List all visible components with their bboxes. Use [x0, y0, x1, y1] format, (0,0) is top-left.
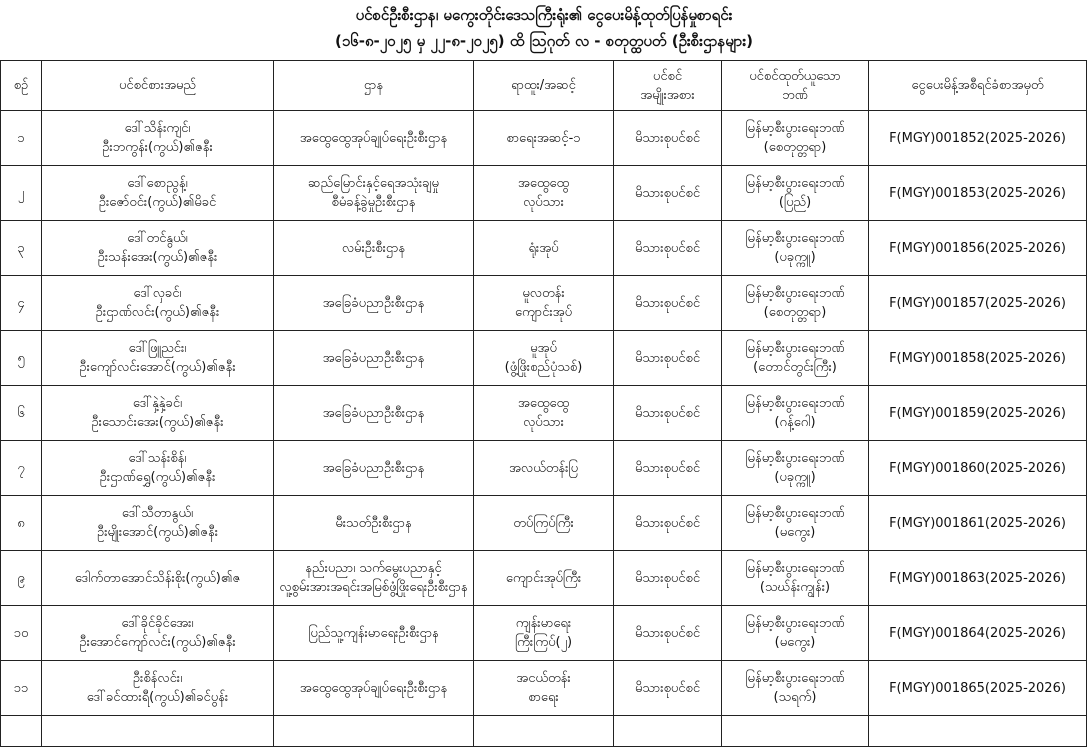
cell-bank: မြန်မာ့စီးပွားရေးဘဏ် (မကွေး): [722, 606, 869, 661]
cell-pensioner-name: ဒေါ်စောညွန့်၊ ဦးဇော်ဝင်း(ကွယ်)၏မိခင်: [42, 166, 274, 221]
cell-order-number: F(MGY)001864(2025-2026): [869, 606, 1087, 661]
table-row: [1, 551, 1087, 606]
cell-department: အခြေခံပညာဦးစီးဌာန: [274, 441, 474, 496]
table-header-row: [1, 61, 1087, 111]
cell-bank: မြန်မာ့စီးပွားရေးဘဏ် (စေတုတ္တရာ): [722, 111, 869, 166]
table-row: [1, 606, 1087, 661]
cell-order-number: F(MGY)001857(2025-2026): [869, 276, 1087, 331]
cell-serial: ၆: [1, 386, 42, 441]
cell-department: အခြေခံပညာဦးစီးဌာန: [274, 276, 474, 331]
cell-pensioner-name: ဒေါ်သန်းစိန်၊ ဦးဌာဏ်ရွှေ(ကွယ်)၏ဇနီး: [42, 441, 274, 496]
cell-pensioner-name: ဒေါ်သိန်းကျင်၊ ဦးဘကွန်း(ကွယ်)၏ဇနီး: [42, 111, 274, 166]
cell-pensioner-name: ဒေါက်တာအောင်သိန်းစိုး(ကွယ်)၏ဇ: [42, 551, 274, 606]
cell-rank: အငယ်တန်း စာရေး: [474, 661, 614, 716]
cell-pension-type: မိသားစုပင်စင်: [614, 386, 722, 441]
cell-pensioner-name: ဒေါ်တင်နွယ်၊ ဦးသန်းအေး(ကွယ်)၏ဇနီး: [42, 221, 274, 276]
cell-serial: ၃: [1, 221, 42, 276]
cell-order-number: F(MGY)001859(2025-2026): [869, 386, 1087, 441]
cell-rank: ရုံးအုပ်: [474, 221, 614, 276]
cell-rank: မူအုပ် (ဖွံ့ဖြိုးစည်ပုံသစ်): [474, 331, 614, 386]
cell-serial: ၅: [1, 331, 42, 386]
cell-pension-type: မိသားစုပင်စင်: [614, 661, 722, 716]
cell-pension-type: မိသားစုပင်စင်: [614, 276, 722, 331]
cell-serial: ၄: [1, 276, 42, 331]
cell-rank: ကျောင်းအုပ်ကြီး: [474, 551, 614, 606]
document-title: ပင်စင်ဦးစီးဌာန၊ မကွေးတိုင်းဒေသကြီးရုံး၏ ငွေပေးမိန့်ထုတ်ပြန်မှုစာရင်း: [355, 6, 733, 24]
cell-bank: မြန်မာ့စီးပွားရေးဘဏ် (ဂန့်ဂေါ): [722, 386, 869, 441]
cell-serial: ၁၀: [1, 606, 42, 661]
table-row: [1, 221, 1087, 276]
table-row: [1, 496, 1087, 551]
header-serial: စဉ်: [1, 61, 42, 111]
table-row: [1, 661, 1087, 716]
cell-pensioner-name: ဒေါ်နှဲ့နှဲ့ခင်၊ ဦးသောင်းအေး(ကွယ်)၏ဇနီး: [42, 386, 274, 441]
cell-rank: အလယ်တန်းပြ: [474, 441, 614, 496]
table-row: [1, 166, 1087, 221]
cell-rank: အထွေထွေ လုပ်သား: [474, 166, 614, 221]
cell-department: အခြေခံပညာဦးစီးဌာန: [274, 331, 474, 386]
cell-bank: မြန်မာ့စီးပွားရေးဘဏ် (ပခုက္ကူ): [722, 441, 869, 496]
document-title-block: [0, 0, 1088, 62]
cell-serial: ၁: [1, 111, 42, 166]
table-row: [1, 111, 1087, 166]
table-row: [1, 386, 1087, 441]
cell-pensioner-name: ဒေါ်သီတာနွယ်၊ ဦးမျိုးအောင်(ကွယ်)၏ဇနီး: [42, 496, 274, 551]
cell-rank: တပ်ကြပ်ကြီး: [474, 496, 614, 551]
cell-bank: မြန်မာ့စီးပွားရေးဘဏ် (စေတုတ္တရာ): [722, 276, 869, 331]
table-row: [1, 276, 1087, 331]
cell-rank: ကျန်းမာရေး ကြီးကြပ်(၂): [474, 606, 614, 661]
cell-department: အထွေထွေအုပ်ချုပ်ရေးဦးစီးဌာန: [274, 661, 474, 716]
cell-department: ပြည်သူ့ကျန်းမာရေးဦးစီးဌာန: [274, 606, 474, 661]
cell-department: [274, 716, 474, 747]
cell-bank: မြန်မာ့စီးပွားရေးဘဏ် (တောင်တွင်းကြီး): [722, 331, 869, 386]
cell-order-number: F(MGY)001852(2025-2026): [869, 111, 1087, 166]
cell-pension-type: မိသားစုပင်စင်: [614, 606, 722, 661]
cell-serial: ၁၁: [1, 661, 42, 716]
cell-pension-type: မိသားစုပင်စင်: [614, 551, 722, 606]
cell-order-number: F(MGY)001858(2025-2026): [869, 331, 1087, 386]
header-bank: ပင်စင်ထုတ်ယူသော ဘဏ်: [722, 61, 869, 111]
cell-order-number: [869, 716, 1087, 747]
cell-order-number: F(MGY)001863(2025-2026): [869, 551, 1087, 606]
cell-order-number: F(MGY)001853(2025-2026): [869, 166, 1087, 221]
cell-order-number: F(MGY)001860(2025-2026): [869, 441, 1087, 496]
table-row-partial: [1, 716, 1087, 747]
header-department: ဌာန: [274, 61, 474, 111]
cell-order-number: F(MGY)001856(2025-2026): [869, 221, 1087, 276]
cell-pensioner-name: ဒေါ်လှခင်၊ ဦးဌာဏ်လင်း(ကွယ်)၏ဇနီး: [42, 276, 274, 331]
cell-serial: ၂: [1, 166, 42, 221]
cell-pensioner-name: ဒေါ်ခိုင်ခိုင်အေး၊ ဦးအောင်ကျော်လင်း(ကွယ်)၏ဇနီး: [42, 606, 274, 661]
header-pension-type: ပင်စင် အမျိုးအစား: [614, 61, 722, 111]
cell-pension-type: [614, 716, 722, 747]
cell-bank: မြန်မာ့စီးပွားရေးဘဏ် (မကွေး): [722, 496, 869, 551]
table-body: [1, 111, 1087, 747]
document-subtitle: (၁၆-၈-၂၀၂၅ မှ ၂၂-၈-၂၀၂၅) ထိ ဩဂုတ် လ - စတုတ္ထပတ် (ဦးစီးဌာနများ): [335, 32, 753, 50]
cell-pension-type: မိသားစုပင်စင်: [614, 331, 722, 386]
cell-order-number: F(MGY)001865(2025-2026): [869, 661, 1087, 716]
cell-pension-type: မိသားစုပင်စင်: [614, 221, 722, 276]
cell-pension-type: မိသားစုပင်စင်: [614, 166, 722, 221]
header-pensioner-name: ပင်စင်စားအမည်: [42, 61, 274, 111]
table-row: [1, 331, 1087, 386]
cell-bank: [722, 716, 869, 747]
header-order-number: ငွေပေးမိန့်အစီရင်ခံစာအမှတ်: [869, 61, 1087, 111]
cell-bank: မြန်မာ့စီးပွားရေးဘဏ် (သဃ်န်းကျွန်း): [722, 551, 869, 606]
cell-serial: ၉: [1, 551, 42, 606]
cell-pensioner-name: ဒေါ်ဖြူညင်း၊ ဦးကျော်လင်းအောင်(ကွယ်)၏ဇနီး: [42, 331, 274, 386]
cell-department: အခြေခံပညာဦးစီးဌာန: [274, 386, 474, 441]
cell-order-number: F(MGY)001861(2025-2026): [869, 496, 1087, 551]
cell-pension-type: မိသားစုပင်စင်: [614, 441, 722, 496]
cell-bank: မြန်မာ့စီးပွားရေးဘဏ် (ပြည်): [722, 166, 869, 221]
cell-rank: စာရေးအဆင့်-၁: [474, 111, 614, 166]
cell-department: နည်းပညာ၊ သက်မွေးပညာနှင့် လူ့စွမ်းအားအရင်းအမြစ်ဖွံ့ဖြိုးရေးဦးစီးဌာန: [274, 551, 474, 606]
cell-rank: အထွေထွေ လုပ်သား: [474, 386, 614, 441]
cell-department: ဆည်မြောင်းနှင့်ရေအသုံးချမှု စီမံခန့်ခွဲမှုဦးစီးဌာန: [274, 166, 474, 221]
header-rank: ရာထူး/အဆင့်: [474, 61, 614, 111]
cell-serial: ၇: [1, 441, 42, 496]
cell-bank: မြန်မာ့စီးပွားရေးဘဏ် (သရက်): [722, 661, 869, 716]
cell-rank: မူလတန်း ကျောင်းအုပ်: [474, 276, 614, 331]
cell-serial: ၈: [1, 496, 42, 551]
cell-serial: [1, 716, 42, 747]
pension-order-table: [0, 60, 1087, 747]
cell-department: လမ်းဦးစီးဌာန: [274, 221, 474, 276]
cell-pension-type: မိသားစုပင်စင်: [614, 496, 722, 551]
cell-bank: မြန်မာ့စီးပွားရေးဘဏ် (ပခုက္ကူ): [722, 221, 869, 276]
cell-pension-type: မိသားစုပင်စင်: [614, 111, 722, 166]
cell-pensioner-name: ဦးစိန်လင်း၊ ဒေါ်ခင်ထားရီ(ကွယ်)၏ခင်ပွန်း: [42, 661, 274, 716]
table-row: [1, 441, 1087, 496]
cell-department: မီးသတ်ဦးစီးဌာန: [274, 496, 474, 551]
cell-pensioner-name: [42, 716, 274, 747]
cell-department: အထွေထွေအုပ်ချုပ်ရေးဦးစီးဌာန: [274, 111, 474, 166]
cell-rank: [474, 716, 614, 747]
